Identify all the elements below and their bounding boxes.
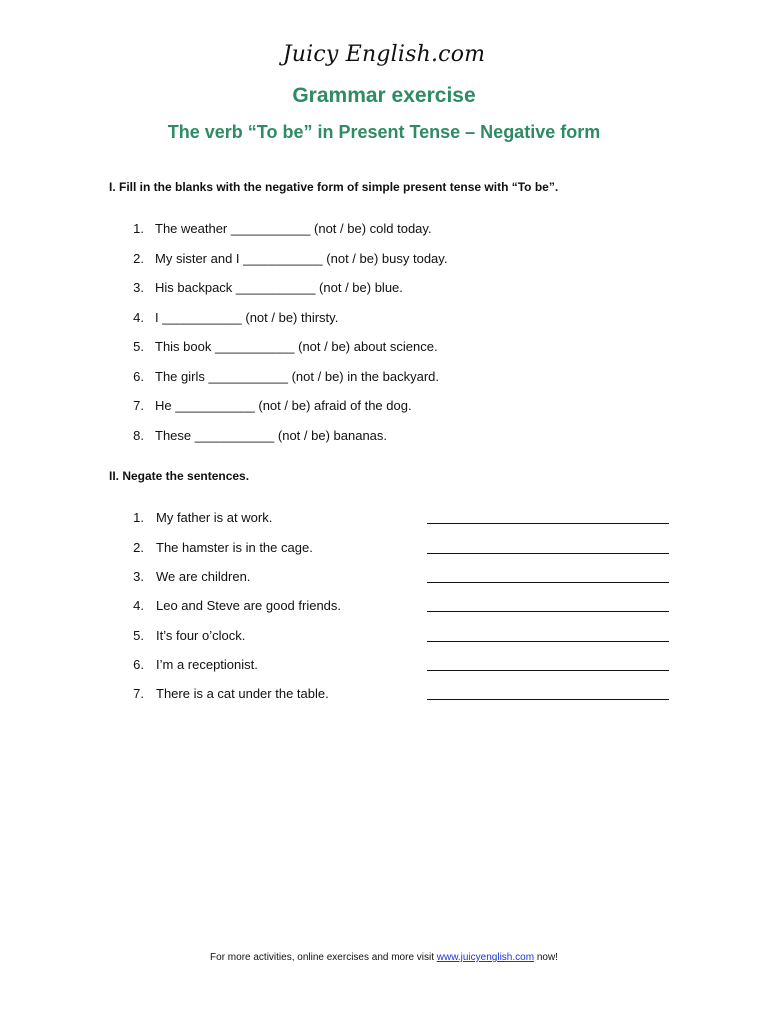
brand-logo: Juicy English.com: [282, 42, 486, 67]
page-subtitle: The verb “To be” in Present Tense – Negative form: [167, 122, 601, 142]
list-item: [0, 628, 768, 644]
item-text: My sister and I ___________ (not / be) busy today.: [155, 250, 448, 266]
list-item: [0, 657, 768, 673]
item-text: It’s four o’clock.: [156, 627, 246, 643]
list-item: [0, 280, 768, 296]
item-text: We are children.: [156, 569, 251, 584]
item-number: 8.: [133, 427, 144, 443]
item-text: I ___________ (not / be) thirsty.: [155, 309, 339, 325]
item-number: 4.: [133, 598, 144, 613]
item-number: 7.: [133, 398, 144, 413]
page-title: Grammar exercise: [292, 84, 476, 107]
item-text: The weather ___________ (not / be) cold today.: [155, 221, 432, 236]
item-number: 2.: [133, 250, 144, 266]
list-item: [0, 686, 768, 702]
item-number: 3.: [133, 569, 144, 584]
item-number: 6.: [133, 657, 144, 672]
item-text: My father is at work.: [156, 510, 273, 525]
answer-line: [427, 553, 669, 554]
answer-line: [427, 699, 669, 700]
item-text: These ___________ (not / be) bananas.: [155, 427, 388, 443]
answer-line: [427, 641, 669, 642]
list-item: [0, 221, 768, 237]
item-number: 6.: [133, 368, 144, 384]
item-number: 5.: [133, 627, 144, 643]
answer-line: [427, 582, 669, 583]
item-text: I’m a receptionist.: [156, 657, 258, 672]
answer-line: [427, 523, 669, 524]
item-text: The girls ___________ (not / be) in the backyard.: [155, 368, 440, 384]
list-item: [0, 339, 768, 355]
footer-suffix: now!: [534, 952, 558, 963]
footer-link[interactable]: www.juicyenglish.com: [436, 952, 535, 963]
item-text: This book ___________ (not / be) about science.: [155, 339, 438, 354]
list-item: [0, 310, 768, 326]
item-text: The hamster is in the cage.: [156, 539, 313, 555]
list-item: [0, 598, 768, 614]
footer: [0, 952, 768, 963]
section1-heading: I. Fill in the blanks with the negative form of simple present tense with “To be”.: [109, 180, 559, 194]
item-number: 3.: [133, 280, 144, 295]
list-item: [0, 428, 768, 444]
list-item: [0, 251, 768, 267]
item-number: 5.: [133, 339, 144, 354]
item-number: 7.: [133, 686, 144, 701]
item-number: 1.: [133, 221, 144, 236]
item-text: There is a cat under the table.: [156, 686, 329, 701]
footer-prefix: For more activities, online exercises and more visit: [210, 952, 437, 963]
list-item: [0, 510, 768, 526]
item-number: 1.: [133, 510, 144, 525]
item-text: He ___________ (not / be) afraid of the dog.: [155, 398, 412, 413]
list-item: [0, 569, 768, 585]
list-item: [0, 398, 768, 414]
list-item: [0, 540, 768, 556]
item-number: 2.: [133, 539, 144, 555]
answer-line: [427, 611, 669, 612]
item-text: His backpack ___________ (not / be) blue.: [155, 280, 403, 295]
section2-heading: II. Negate the sentences.: [109, 469, 250, 483]
answer-line: [427, 670, 669, 671]
item-text: Leo and Steve are good friends.: [156, 598, 342, 613]
item-number: 4.: [133, 309, 144, 325]
list-item: [0, 369, 768, 385]
